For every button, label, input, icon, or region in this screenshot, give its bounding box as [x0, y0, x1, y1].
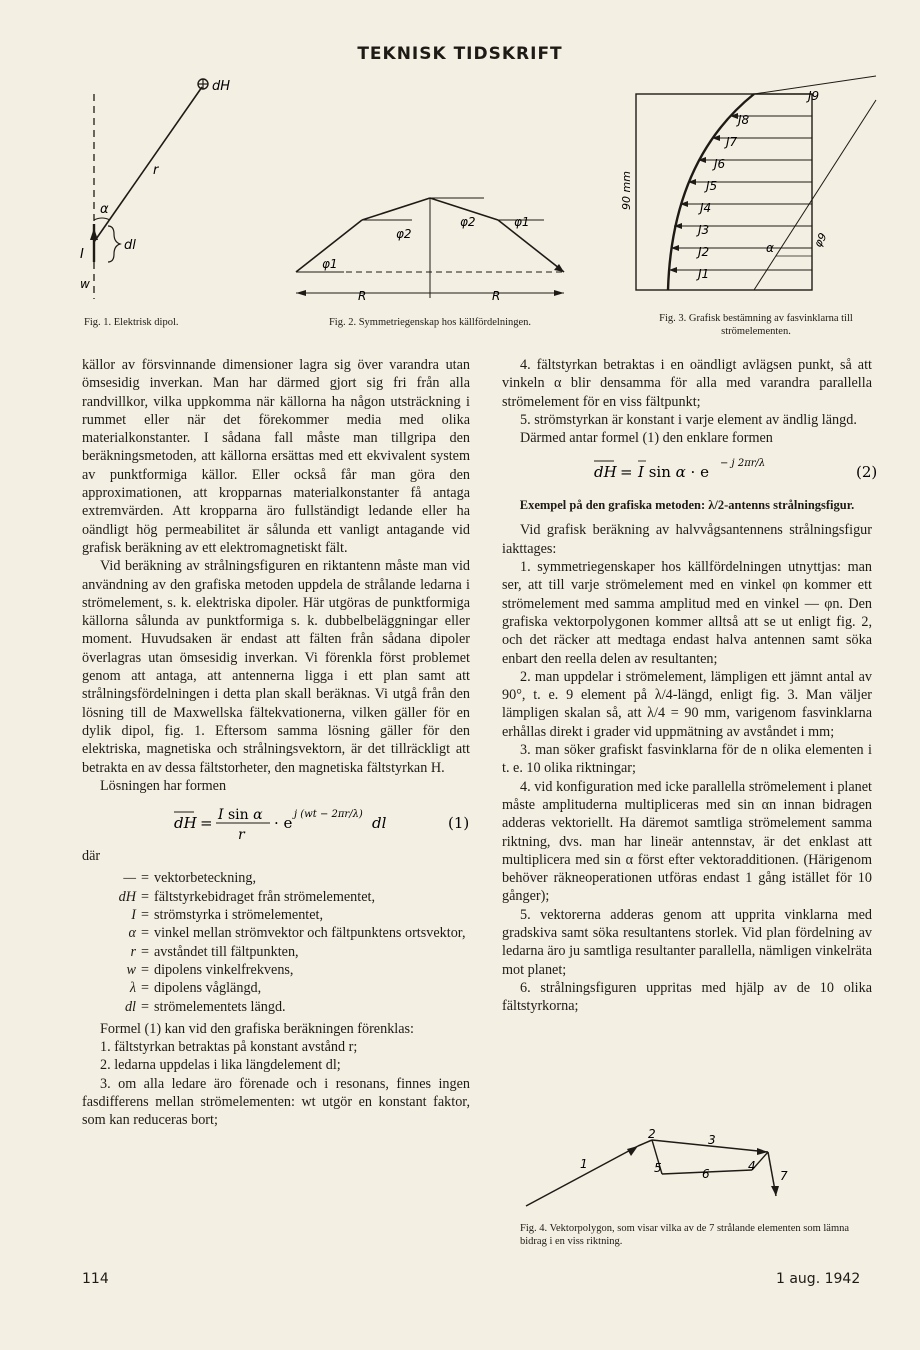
list-item: 4. vid konfiguration med icke parallella strömelement i planet måste amplituderna multipliceras med sin αn innan bidragen adderas vektoriellt. Ha däremot samtliga strömelement samma riktning, dvs. man har lineär antennstav, är det enklast att multiplicera med sin α först efter vektoradditionen. (Härigenom behöver räkneoperationen utföras endast 1 gång istället för 10 gånger);: [502, 778, 872, 905]
figure-4-vector-polygon: [512, 1126, 862, 1216]
right-paragraph-2: Vid grafisk beräkning av halvvågsantennens strålningsfigur iakttages:: [502, 522, 872, 557]
list-item: 5. vektorerna adderas genom att uppritа vinklarna med gradskiva samt söka resultantens storlek. Vid plan fördelning av ledarna äro ju samtliga resultanter parallella, nämligen vinkelräta mot planet;: [502, 906, 872, 978]
label-alpha: α: [100, 202, 109, 217]
figure-4-caption: Fig. 4. Vektorpolygon, som visar vilka av de 7 strålande elementen som lämna bidrag i en viss riktning.: [520, 1223, 850, 1247]
label-phi9: φ9: [811, 230, 830, 250]
definitions-list: [100, 869, 470, 1015]
figure-1-dipole: [80, 74, 250, 304]
label-J7: J7: [726, 135, 738, 149]
list-item: 4. fältstyrkan betraktas i en oändligt avlägsen punkt, så att vinkeln α blir densamma för alla med varandra parallella strömelement för en viss fältpunkt;: [502, 357, 872, 410]
label-phi1-a: φ1: [322, 257, 338, 271]
equation-1-number: (1): [448, 814, 470, 833]
label-w: w: [80, 277, 90, 291]
svg-text:r: r: [238, 827, 245, 844]
left-paragraph-1: källor av försvinnande dimensioner lagra sig över varandra utan ömsesidig inverkan. Man har därmed gjort sig fri från alla randvillkor, vilka uppkomma när källorna ha någon utsträckning i rummet eller när det förekommer media med olika materialkonstanter. I sådana fall måste man tillgripa den beräkningsmetoden, att källorna ersättas med ett ekvivalent system av punktformiga källor. Eller också får man göra den approximationen, att kropparnas materialkonstanter få antaga extremvärden. Att kropparna äro fullständigt ledande eller ha oändligt hög permeabilitet är sålunda ett vanligt antagande vid grafisk beräkning av ett elektromagnetiskt fält.: [82, 357, 470, 556]
vector-label-4: 4: [748, 1159, 756, 1173]
list-item: 6. strålningsfiguren uppritas med hjälp av de 10 olika fältstyrkorna;: [502, 979, 872, 1015]
figure-2-symmetry: [284, 180, 584, 312]
left-paragraph-4: Formel (1) kan vid den grafiska beräkningen förenklas:: [100, 1020, 414, 1037]
list-item: 1. symmetriegenskaper hos källfördelningen utnyttjas: man ser, att till varje strömelement med en vinkel φn kommer ett strömelement med samma amplitud med en vinkel — φn. Den grafiska vektorpolygonen kommer alltså att se ut enligt fig. 2, och det räcker att medtaga endast halva antennen samt söka enbart den reella delen av resultanten;: [502, 559, 872, 667]
label-J4: J4: [700, 201, 712, 215]
vector-label-2: 2: [648, 1127, 656, 1141]
list-item: 3. man söker grafiskt fasvinklarna för de n olika elementen i t. e. 10 olika riktningar;: [502, 742, 872, 777]
vector-label-6: 6: [702, 1167, 710, 1181]
label-phi2-a: φ2: [396, 227, 412, 241]
svg-text:=: =: [200, 814, 213, 833]
page-number: 114: [82, 1271, 109, 1287]
svg-text:− j 2πr/λ: − j 2πr/λ: [720, 458, 766, 470]
label-J5: J5: [706, 179, 718, 193]
label-r: r: [153, 163, 159, 178]
label-90mm: 90 mm: [620, 171, 633, 210]
label-phi1-b: φ1: [514, 215, 530, 229]
label-J9: J9: [808, 89, 820, 103]
figure-2-caption: Fig. 2. Symmetriegenskap hos källfördelningen.: [328, 317, 532, 328]
definition-row: — = vektorbeteckning,: [123, 870, 257, 887]
section-subheading: Exempel på den grafiska metoden: λ/2-antenns strålningsfigur.: [519, 498, 855, 513]
svg-text:j (wt − 2πr/λ): j (wt − 2πr/λ): [294, 809, 363, 821]
label-J6: J6: [714, 157, 726, 171]
definition-row: λ = dipolens våglängd,: [129, 980, 262, 997]
equation-1-graphic: [82, 801, 470, 843]
right-column: [502, 356, 878, 1016]
equation-1: [82, 801, 470, 844]
definition-row: dH = fältstyrkebidraget från strömelementet,: [118, 888, 376, 905]
journal-header: TEKNISK TIDSKRIFT: [357, 44, 563, 64]
svg-text:dH: dH: [594, 463, 617, 482]
list-item: 1. fältstyrkan betraktas på konstant avstånd r;: [100, 1039, 358, 1056]
dar-label: där: [82, 848, 101, 865]
svg-text:I sin α · e: I sin α · e: [638, 463, 709, 482]
vector-label-3: 3: [708, 1133, 716, 1147]
svg-text:I sin α: I sin α: [218, 807, 263, 824]
definition-row: α = vinkel mellan strömvektor och fältpunktens ortsvektor,: [128, 925, 466, 942]
vector-label-1: 1: [580, 1157, 588, 1171]
figure-1-caption: Fig. 1. Elektrisk dipol.: [84, 317, 179, 328]
svg-text:dH: dH: [174, 814, 197, 833]
list-item: 2. man uppdelar i strömelement, lämpligen ett jämnt antal av 90°, t. e. 9 element på λ/4-längd, enligt fig. 3. Man väljer lämpligen skalan så, att λ/4 = 90 mm, varigenom fasvinklarna erhållas direkt i grader vid uppmätning av avståndet i mm;: [502, 668, 872, 740]
label-J3: J3: [698, 223, 710, 237]
equation-2-number: (2): [856, 463, 878, 482]
equation-2: [502, 453, 878, 487]
list-item: 2. ledarna uppdelas i lika längdelement dl;: [100, 1057, 341, 1074]
left-column: [82, 356, 470, 1130]
definition-row: I = strömstyrka i strömelementet,: [131, 907, 324, 924]
equation-2-graphic: [502, 453, 878, 487]
label-R-1: R: [358, 289, 367, 303]
issue-date: 1 aug. 1942: [776, 1271, 861, 1287]
figure-3-caption: Fig. 3. Grafisk bestämning av fasvinklarna till strömelementen.: [659, 313, 853, 337]
left-paragraph-3: Lösningen har formen: [100, 777, 227, 794]
list-item: 5. strömstyrkan är konstant i varje element av ändlig längd.: [520, 411, 857, 428]
vector-label-5: 5: [654, 1161, 662, 1175]
label-I: I: [80, 247, 84, 262]
right-paragraph-1: Därmed antar formel (1) den enklare formen: [520, 430, 773, 447]
definition-row: r = avståndet till fältpunkten,: [130, 943, 299, 960]
svg-text:· e: · e: [274, 814, 293, 833]
label-J8: J8: [738, 113, 750, 127]
svg-text:=: =: [620, 463, 633, 482]
label-R-2: R: [492, 289, 501, 303]
label-J2: J2: [698, 245, 710, 259]
label-dH: dH: [212, 79, 231, 94]
definition-row: dl = strömelementets längd.: [124, 998, 286, 1015]
vector-label-7: 7: [780, 1169, 788, 1183]
list-item: 3. om alla ledare äro förenade och i resonans, finnes ingen fasdifferens mellan strömelementen: wt utgör en konstant faktor, som kan reduceras bort;: [82, 1075, 470, 1129]
figure-3-phase-angles: [614, 80, 884, 308]
label-alpha: α: [766, 241, 774, 255]
svg-text:dl: dl: [372, 814, 387, 833]
left-paragraph-2: Vid beräkning av strålningsfiguren en riktantenn måste man vid användning av den grafiska metoden uppdela de strålande ledarna i strömelement, s. k. elektriska dipoler. Här utgöras de punktformiga källorna sålunda av punktformiga s. k. dubbelbeläggningar eller moment. Huvudsaken är endast att fälten från sådana dipoler överlagras utan ömsesidig inverkan. Vi förenkla först problemet genom att antaga, att antennerna ligga i ett plan samt att strålningsfördelningen i detta plan skall beräknas. Vi utgå från den lösning till de Maxwellska fältekvationerna, vilken gäller för en dylik dipol, fig. 1. Eftersom samma lösning gäller för den elektriska, magnetiska och strålningsvektorn, är det tillräckligt att betrakta en av dessa fältstorheter, den magnetiska fältstyrkan H.: [82, 558, 470, 776]
label-phi2-b: φ2: [460, 215, 476, 229]
label-J1: J1: [698, 267, 710, 281]
label-dl: dl: [124, 238, 136, 253]
definition-row: w = dipolens vinkelfrekvens,: [126, 961, 294, 978]
